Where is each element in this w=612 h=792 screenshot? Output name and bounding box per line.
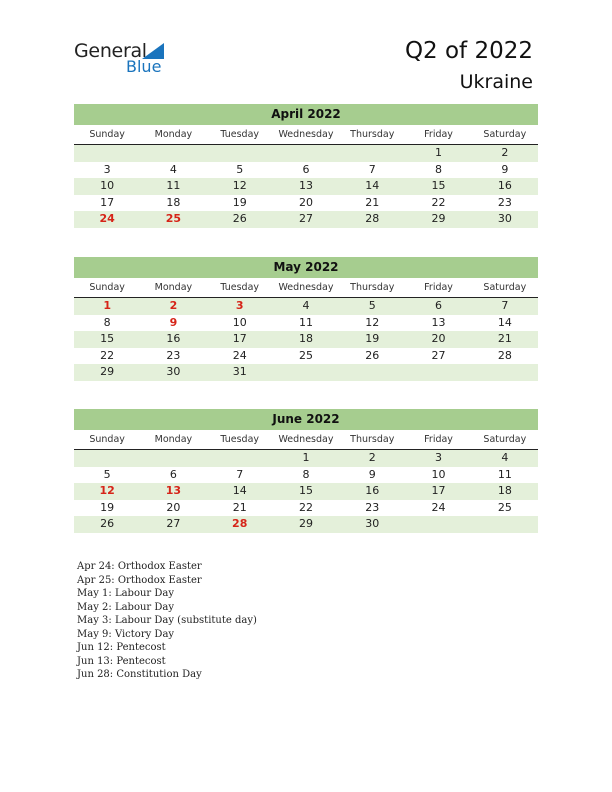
holiday-list xyxy=(77,560,257,682)
day-cell: 11 xyxy=(298,315,313,329)
week-row xyxy=(74,450,538,467)
day-cell: 27 xyxy=(298,212,313,225)
day-cell xyxy=(339,145,405,162)
weekday-label: Saturday xyxy=(483,129,527,140)
day-cell: 28 xyxy=(497,348,512,362)
weekday-label: Friday xyxy=(424,129,453,140)
day-cell: 22 xyxy=(431,195,446,209)
day-cell: 22 xyxy=(100,348,115,362)
weekday-label: Sunday xyxy=(89,282,125,293)
day-cell xyxy=(273,364,339,381)
day-cell: 14 xyxy=(232,484,247,497)
week-row xyxy=(74,145,538,162)
week-row xyxy=(74,211,538,228)
day-cell: 25 xyxy=(298,348,313,362)
day-cell: 15 xyxy=(298,484,313,497)
day-cell: 27 xyxy=(431,348,446,362)
day-cell: 3 xyxy=(103,162,111,176)
day-cell: 24 xyxy=(99,212,115,225)
weekday-label: Friday xyxy=(424,282,453,293)
day-cell: 26 xyxy=(100,517,115,530)
day-cell xyxy=(472,516,538,533)
day-cell: 16 xyxy=(365,484,380,497)
day-cell: 6 xyxy=(435,299,443,312)
weekday-label: Tuesday xyxy=(220,434,260,445)
weekday-header-row xyxy=(74,278,538,298)
month-title: June 2022 xyxy=(74,409,538,430)
page-title: Q2 of 2022 xyxy=(404,38,533,64)
day-cell: 23 xyxy=(365,500,380,514)
day-cell: 7 xyxy=(501,299,509,312)
day-cell xyxy=(273,145,339,162)
day-cell: 1 xyxy=(103,299,111,312)
weekday-label: Sunday xyxy=(89,434,125,445)
day-cell: 30 xyxy=(166,365,181,378)
day-cell: 25 xyxy=(497,500,512,514)
holiday-note: May 2: Labour Day xyxy=(77,601,174,613)
day-cell: 2 xyxy=(169,299,178,312)
weekday-label: Wednesday xyxy=(278,434,334,445)
day-cell: 28 xyxy=(365,212,380,225)
day-cell: 8 xyxy=(435,162,443,176)
holiday-note: May 1: Labour Day xyxy=(77,588,174,599)
day-cell: 29 xyxy=(100,365,115,378)
day-cell: 25 xyxy=(165,212,182,225)
week-row xyxy=(74,516,538,533)
week-row xyxy=(74,348,538,365)
weekday-label: Thursday xyxy=(350,434,395,445)
weekday-label: Wednesday xyxy=(278,129,334,140)
holiday-note: Apr 24: Orthodox Easter xyxy=(77,561,202,572)
day-cell: 10 xyxy=(431,467,446,481)
weekday-label: Saturday xyxy=(483,282,527,293)
day-cell: 15 xyxy=(431,179,446,192)
day-cell: 9 xyxy=(368,467,376,481)
day-cell: 4 xyxy=(169,162,177,176)
day-cell: 23 xyxy=(497,195,512,209)
day-cell: 17 xyxy=(100,195,115,209)
month-calendar xyxy=(74,104,538,228)
day-cell xyxy=(207,450,273,467)
weekday-label: Monday xyxy=(154,282,193,293)
day-cell: 20 xyxy=(298,195,313,209)
week-row xyxy=(74,178,538,195)
day-cell xyxy=(472,364,538,381)
day-cell: 30 xyxy=(497,212,512,225)
day-cell: 23 xyxy=(166,348,181,362)
day-cell: 3 xyxy=(235,299,244,312)
holiday-note: Apr 25: Orthodox Easter xyxy=(77,574,202,586)
day-cell: 18 xyxy=(298,332,313,345)
day-cell: 12 xyxy=(99,484,115,497)
day-cell xyxy=(405,364,471,381)
week-row xyxy=(74,500,538,517)
day-cell: 29 xyxy=(431,212,446,225)
day-cell: 26 xyxy=(365,348,380,362)
day-cell: 10 xyxy=(100,179,115,192)
day-cell: 24 xyxy=(232,348,247,362)
day-cell: 18 xyxy=(497,484,512,497)
day-cell: 24 xyxy=(431,500,446,514)
weekday-label: Tuesday xyxy=(220,282,260,293)
day-cell: 1 xyxy=(435,146,443,159)
day-cell xyxy=(74,450,140,467)
day-cell: 8 xyxy=(302,467,310,481)
day-cell: 31 xyxy=(232,365,247,378)
day-cell xyxy=(339,364,405,381)
weekday-label: Saturday xyxy=(483,434,527,445)
day-cell: 15 xyxy=(100,332,115,345)
day-cell: 18 xyxy=(166,195,181,209)
week-row xyxy=(74,195,538,212)
week-row xyxy=(74,298,538,315)
day-cell: 13 xyxy=(165,484,182,497)
day-cell: 11 xyxy=(166,179,181,192)
holiday-note: May 9: Victory Day xyxy=(77,628,175,640)
weekday-label: Thursday xyxy=(350,129,395,140)
holiday-note: Jun 28: Constitution Day xyxy=(77,669,202,680)
month-title: May 2022 xyxy=(74,257,538,278)
day-cell: 19 xyxy=(232,195,247,209)
week-row xyxy=(74,483,538,500)
week-row xyxy=(74,315,538,332)
day-cell: 10 xyxy=(232,315,247,329)
day-cell xyxy=(207,145,273,162)
day-cell: 9 xyxy=(501,162,509,176)
day-cell: 1 xyxy=(302,451,310,464)
day-cell: 12 xyxy=(232,179,247,192)
day-cell: 28 xyxy=(232,517,248,530)
day-cell: 6 xyxy=(169,467,177,481)
weekday-header-row xyxy=(74,430,538,450)
day-cell: 9 xyxy=(169,315,178,329)
logo-blue-text: Blue xyxy=(126,57,162,76)
month-calendar xyxy=(74,409,538,533)
day-cell: 14 xyxy=(365,179,380,192)
weekday-label: Monday xyxy=(154,434,193,445)
day-cell: 14 xyxy=(497,315,512,329)
day-cell: 4 xyxy=(302,299,310,312)
day-cell: 5 xyxy=(103,467,111,481)
holiday-note: May 3: Labour Day (substitute day) xyxy=(77,615,257,626)
day-cell: 7 xyxy=(368,162,376,176)
day-cell: 6 xyxy=(302,162,310,176)
day-cell: 16 xyxy=(166,332,181,345)
day-cell: 29 xyxy=(298,517,313,530)
week-row xyxy=(74,331,538,348)
weekday-label: Monday xyxy=(154,129,193,140)
weekday-header-row xyxy=(74,125,538,145)
day-cell: 17 xyxy=(431,484,446,497)
month-title: April 2022 xyxy=(74,104,538,125)
weekday-label: Thursday xyxy=(350,282,395,293)
day-cell: 8 xyxy=(103,315,111,329)
day-cell: 13 xyxy=(431,315,446,329)
day-cell: 26 xyxy=(232,212,247,225)
day-cell: 22 xyxy=(298,500,313,514)
week-row xyxy=(74,467,538,484)
day-cell: 3 xyxy=(435,451,443,464)
day-cell: 20 xyxy=(166,500,181,514)
weekday-label: Sunday xyxy=(89,129,125,140)
weekday-label: Friday xyxy=(424,434,453,445)
day-cell: 5 xyxy=(236,162,244,176)
day-cell: 11 xyxy=(497,467,512,481)
week-row xyxy=(74,162,538,179)
weekday-label: Tuesday xyxy=(220,129,260,140)
holiday-note: Jun 13: Pentecost xyxy=(77,655,166,667)
day-cell xyxy=(140,450,206,467)
day-cell: 16 xyxy=(497,179,512,192)
day-cell xyxy=(140,145,206,162)
day-cell: 21 xyxy=(497,332,512,345)
day-cell xyxy=(74,145,140,162)
day-cell: 20 xyxy=(431,332,446,345)
month-calendar xyxy=(74,257,538,381)
weekday-label: Wednesday xyxy=(278,282,334,293)
day-cell: 27 xyxy=(166,517,181,530)
day-cell xyxy=(405,516,471,533)
day-cell: 17 xyxy=(232,332,247,345)
logo-general-text: General xyxy=(74,40,147,62)
day-cell: 5 xyxy=(368,299,376,312)
day-cell: 19 xyxy=(100,500,115,514)
day-cell: 2 xyxy=(368,451,376,464)
day-cell: 4 xyxy=(501,451,509,464)
day-cell: 7 xyxy=(236,467,244,481)
day-cell: 12 xyxy=(365,315,380,329)
day-cell: 21 xyxy=(232,500,247,514)
day-cell: 2 xyxy=(501,146,509,159)
week-row xyxy=(74,364,538,381)
day-cell: 19 xyxy=(365,332,380,345)
day-cell: 30 xyxy=(365,517,380,530)
page-subtitle: Ukraine xyxy=(459,71,533,93)
day-cell: 13 xyxy=(298,179,313,192)
holiday-note: Jun 12: Pentecost xyxy=(77,642,166,653)
general-blue-logo xyxy=(74,40,184,80)
day-cell: 21 xyxy=(365,195,380,209)
